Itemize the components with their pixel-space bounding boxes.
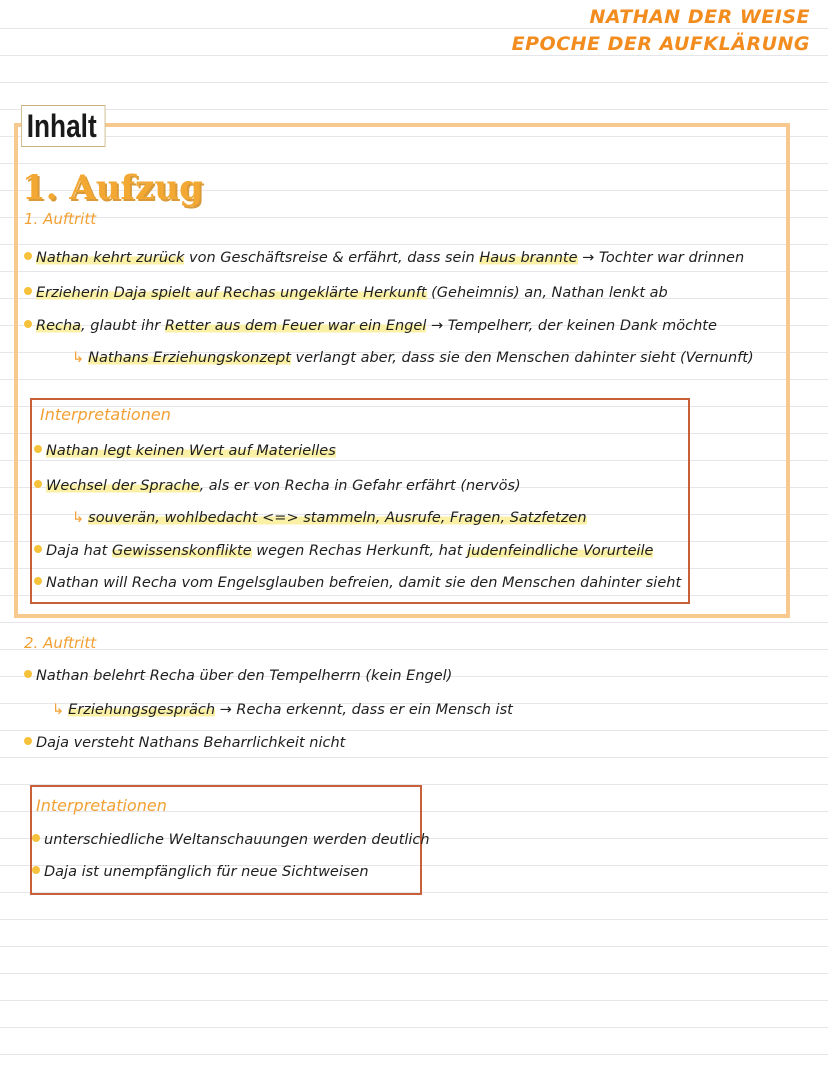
list-item: Recha, glaubt ihr Retter aus dem Feuer war ein Engel → Tempelherr, der keinen Dank möchte — [24, 318, 717, 334]
arrow-icon: ↳ — [72, 510, 85, 526]
inhalt-label: Inhalt — [21, 105, 106, 147]
list-item: Daja versteht Nathans Beharrlichkeit nicht — [24, 735, 345, 751]
arrow-icon: ↳ — [52, 702, 65, 718]
list-item: Nathan will Recha vom Engelsglauben befreien, damit sie den Menschen dahinter sieht — [34, 575, 681, 591]
bullet-icon — [34, 577, 42, 585]
bullet-icon — [32, 834, 40, 842]
bullet-icon — [34, 545, 42, 553]
auftritt-2-title: 2. Auftritt — [24, 634, 97, 652]
bullet-icon — [34, 480, 42, 488]
auftritt-1-title: 1. Auftritt — [24, 210, 97, 228]
header-title: NATHAN DER WEISE — [589, 6, 810, 28]
bullet-icon — [24, 670, 32, 678]
list-item: Daja ist unempfänglich für neue Sichtweisen — [32, 864, 369, 880]
interpretation-1-title: Interpretationen — [40, 405, 171, 424]
page-header — [512, 4, 810, 58]
bullet-icon — [24, 252, 32, 260]
list-item: Erzieherin Daja spielt auf Rechas ungeklärte Herkunft (Geheimnis) an, Nathan lenkt ab — [24, 285, 668, 301]
list-item: Nathan belehrt Recha über den Tempelherrn (kein Engel) — [24, 668, 452, 684]
interpretation-2-title: Interpretationen — [36, 796, 167, 815]
list-item: Daja hat Gewissenskonflikte wegen Rechas Herkunft, hat judenfeindliche Vorurteile — [34, 543, 653, 559]
bullet-icon — [34, 445, 42, 453]
arrow-icon: ↳ — [72, 350, 85, 366]
list-item: Nathan kehrt zurück von Geschäftsreise & erfährt, dass sein Haus brannte → Tochter war drinnen — [24, 250, 744, 266]
header-subtitle: EPOCHE DER AUFKLÄRUNG — [511, 33, 810, 55]
bullet-icon — [24, 320, 32, 328]
list-item: Nathan legt keinen Wert auf Materielles — [34, 443, 336, 459]
list-subitem: ↳ souverän, wohlbedacht <=> stammeln, Ausrufe, Fragen, Satzfetzen — [72, 510, 587, 526]
list-subitem: ↳ Nathans Erziehungskonzept verlangt aber, dass sie den Menschen dahinter sieht (Vernunft) — [72, 350, 754, 366]
bullet-icon — [24, 287, 32, 295]
bullet-icon — [32, 866, 40, 874]
list-item: unterschiedliche Weltanschauungen werden deutlich — [32, 832, 430, 848]
interpretation-box-1 — [30, 398, 690, 604]
bullet-icon — [24, 737, 32, 745]
list-subitem: ↳ Erziehungsgespräch → Recha erkennt, dass er ein Mensch ist — [52, 702, 513, 718]
list-item: Wechsel der Sprache, als er von Recha in Gefahr erfährt (nervös) — [34, 478, 521, 494]
aufzug-title: 1. Aufzug — [22, 168, 203, 208]
